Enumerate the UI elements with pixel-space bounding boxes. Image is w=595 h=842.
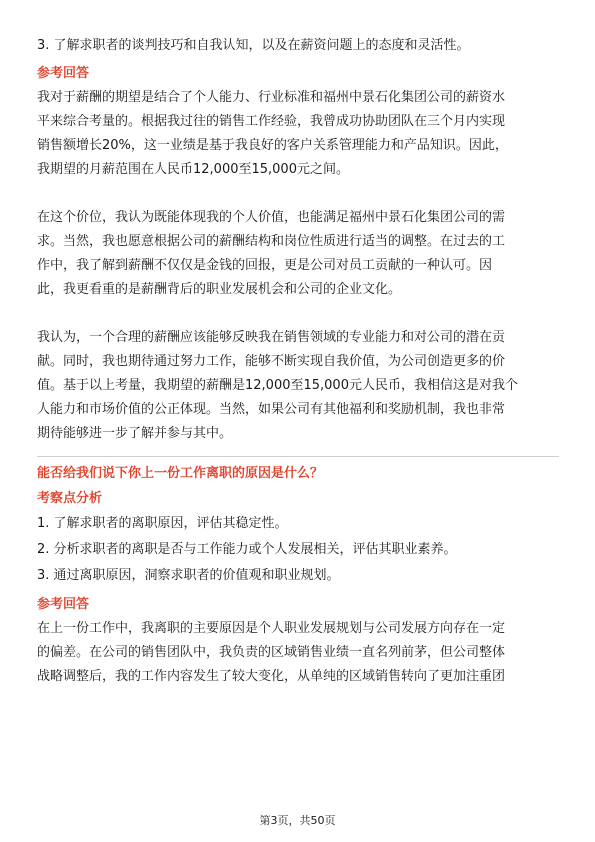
paragraph-line: 在这个价位，我认为既能体现我的个人价值，也能满足福州中景石化集团公司的需 <box>37 210 506 225</box>
paragraph-line: 作中，我了解到薪酬不仅仅是金钱的回报，更是公司对员工贡献的一种认可。因 <box>37 258 493 273</box>
reference-answer-heading: 参考回答 <box>37 597 90 612</box>
paragraph-line: 我对于薪酬的期望是结合了个人能力、行业标准和福州中景石化集团公司的薪资水 <box>37 90 506 105</box>
paragraph-line: 在上一份工作中，我离职的主要原因是个人职业发展规划与公司发展方向存在一定 <box>37 621 506 636</box>
paragraph-line: 此，我更看重的是薪酬背后的职业发展机会和公司的企业文化。 <box>37 282 402 297</box>
analysis-heading: 考察点分析 <box>37 491 103 506</box>
paragraph-line: 平来综合考量的。根据我过往的销售工作经验，我曾成功协助团队在三个月内实现 <box>37 114 506 129</box>
paragraph-spacer <box>37 182 559 206</box>
paragraph-line: 战略调整后，我的工作内容发生了较大变化，从单纯的区域销售转向了更加注重团 <box>37 669 506 684</box>
page-footer: 第3页，共50页 <box>259 814 336 827</box>
answer-paragraph <box>37 326 559 446</box>
answer-paragraph <box>37 86 559 182</box>
answer-paragraph <box>37 206 559 302</box>
paragraph-line: 的偏差。在公司的销售团队中，我负责的区域销售业绩一直名列前茅，但公司整体 <box>37 645 506 660</box>
intro-list-item: 3. 了解求职者的谈判技巧和自我认知，以及在薪资问题上的态度和灵活性。 <box>37 38 470 53</box>
paragraph-line: 献。同时，我也期待通过努力工作，能够不断实现自我价值，为公司创造更多的价 <box>37 354 506 369</box>
answer-paragraph <box>37 617 559 689</box>
paragraph-line: 销售额增长20%，这一业绩是基于我良好的客户关系管理能力和产品知识。因此， <box>37 138 508 153</box>
interview-question: 能否给我们说下你上一份工作离职的原因是什么？ <box>37 466 324 481</box>
paragraph-line: 我认为，一个合理的薪酬应该能够反映我在销售领域的专业能力和对公司的潜在贡 <box>37 330 506 345</box>
analysis-list-item: 2. 分析求职者的离职是否与工作能力或个人发展相关，评估其职业素养。 <box>37 542 457 557</box>
analysis-list-item: 1. 了解求职者的离职原因，评估其稳定性。 <box>37 516 288 531</box>
paragraph-line: 值。基于以上考量，我期望的薪酬是12,000至15,000元人民币，我相信这是对我个 <box>37 378 518 393</box>
paragraph-line: 我期望的月薪范围在人民币12,000至15,000元之间。 <box>37 162 349 177</box>
document-page <box>37 34 559 689</box>
paragraph-line: 求。当然，我也愿意根据公司的薪酬结构和岗位性质进行适当的调整。在过去的工 <box>37 234 506 249</box>
paragraph-spacer <box>37 302 559 326</box>
analysis-list-item: 3. 通过离职原因，洞察求职者的价值观和职业规划。 <box>37 568 340 583</box>
paragraph-line: 人能力和市场价值的公正体现。当然，如果公司有其他福利和奖励机制，我也非常 <box>37 402 506 417</box>
reference-answer-heading: 参考回答 <box>37 66 90 81</box>
analysis-list <box>37 511 559 589</box>
paragraph-line: 期待能够进一步了解并参与其中。 <box>37 426 233 441</box>
